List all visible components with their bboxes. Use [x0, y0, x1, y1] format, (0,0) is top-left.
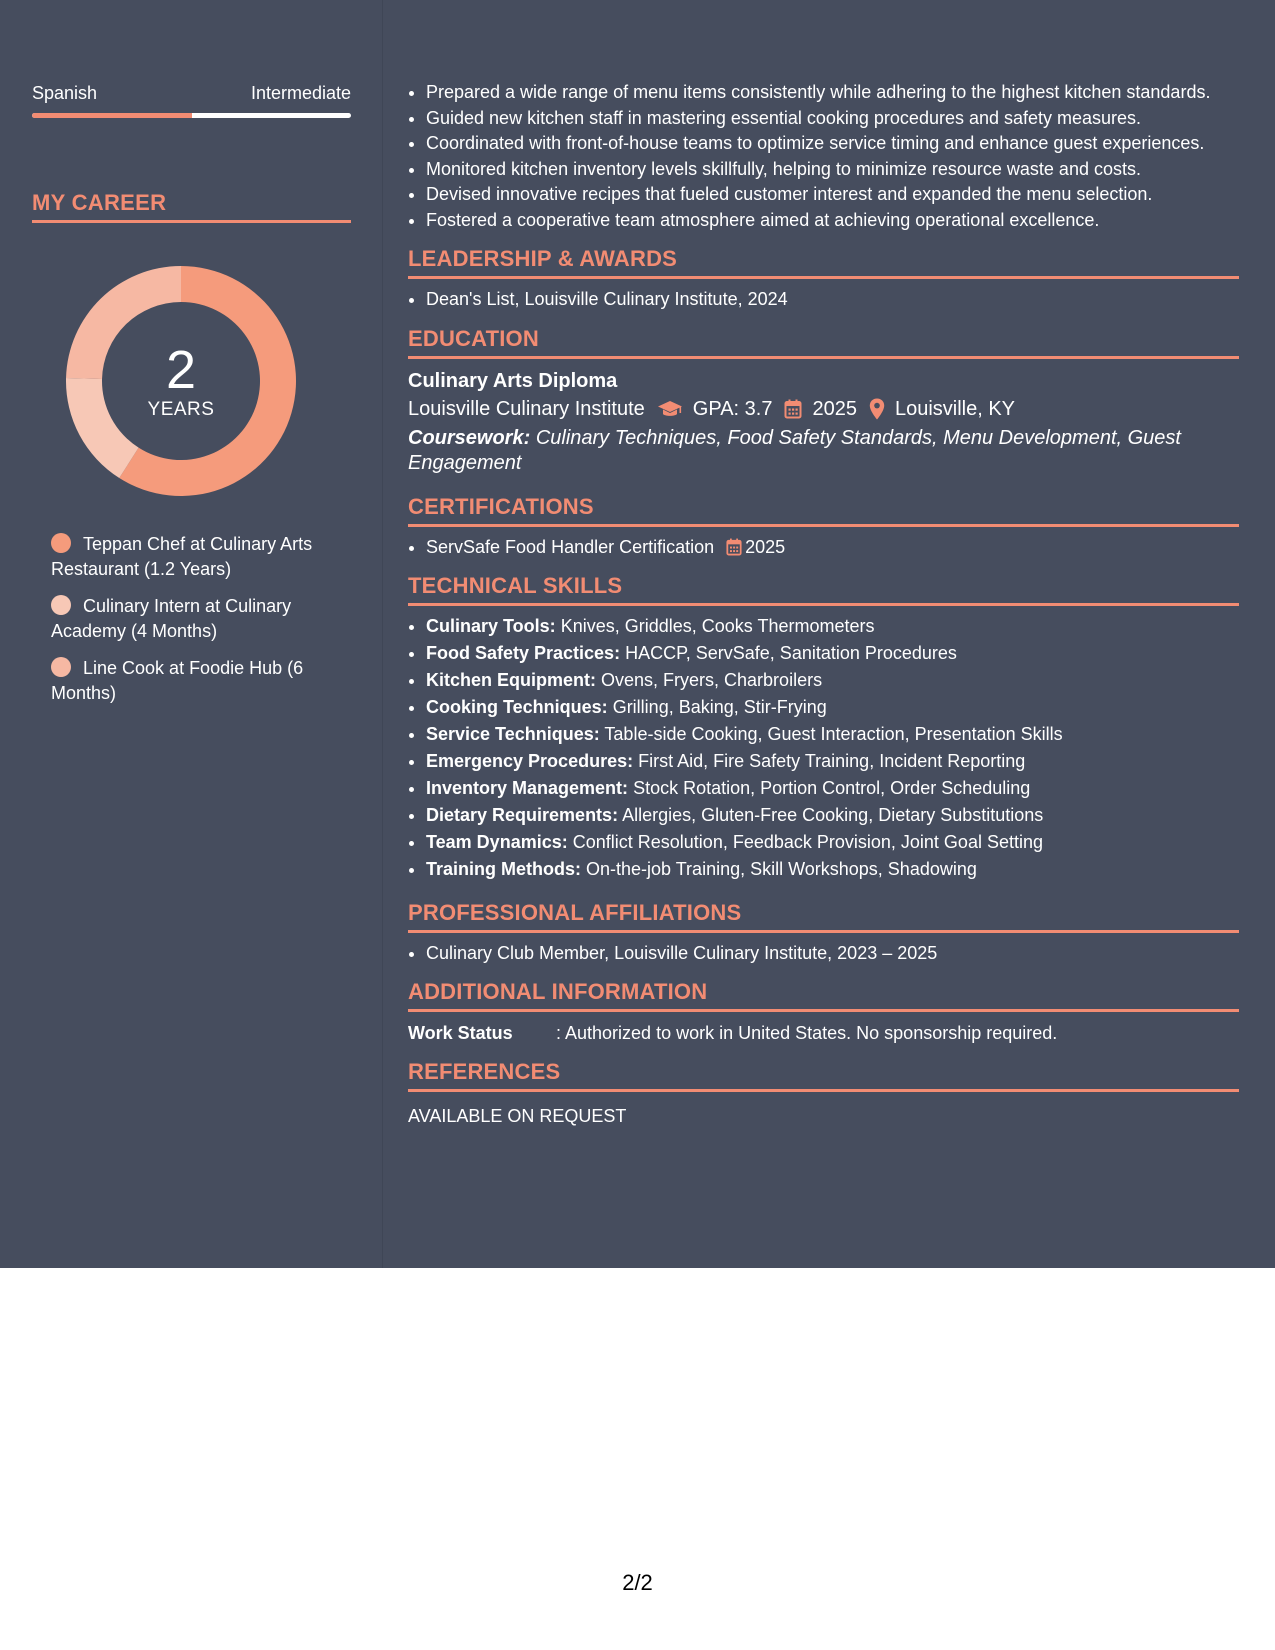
leadership-item: • Dean's List, Louisville Culinary Institute, 2024	[426, 287, 1239, 312]
coursework-list: Culinary Techniques, Food Safety Standards, Menu Development, Guest Engagement	[408, 426, 1181, 474]
donut-center	[66, 266, 296, 496]
column-divider	[382, 0, 383, 1268]
skill-label: Team Dynamics:	[426, 832, 568, 852]
skill-label: Cooking Techniques:	[426, 697, 608, 717]
career-section-title: MY CAREER	[32, 190, 351, 223]
language-row	[32, 80, 351, 106]
skill-item	[426, 749, 1239, 774]
experience-bullet: • Monitored kitchen inventory levels skillfully, helping to minimize resource waste and costs.	[426, 157, 1239, 182]
additional-section-title: ADDITIONAL INFORMATION	[408, 979, 1239, 1012]
skill-item	[426, 830, 1239, 855]
skill-value: Knives, Griddles, Cooks Thermometers	[560, 616, 875, 636]
coursework-label: Coursework:	[408, 426, 531, 449]
experience-bullet: • Devised innovative recipes that fueled customer interest and expanded the menu selection.	[426, 182, 1239, 207]
certification-name: • ServSafe Food Handler Certification	[426, 536, 715, 557]
skill-value: Grilling, Baking, Stir-Frying	[612, 697, 827, 717]
education-degree: Culinary Arts Diploma	[408, 369, 618, 392]
donut-years-number: 2	[165, 340, 197, 400]
career-donut-chart	[66, 266, 296, 496]
calendar-icon	[784, 399, 802, 419]
certification-row	[426, 535, 785, 560]
skill-item	[426, 722, 1239, 747]
skill-item	[426, 857, 1239, 882]
education-details	[408, 394, 1239, 424]
skill-value: Table-side Cooking, Guest Interaction, Presentation Skills	[604, 724, 1063, 744]
language-level: Intermediate	[250, 83, 351, 103]
career-legend-item	[51, 594, 341, 644]
work-status-label: Work Status	[408, 1023, 513, 1043]
education-gpa: GPA: 3.7	[692, 397, 773, 420]
language-proficiency-bar	[32, 113, 351, 118]
skill-value: On-the-job Training, Skill Workshops, Shadowing	[586, 859, 977, 879]
skill-label: Inventory Management:	[426, 778, 629, 798]
skill-item	[426, 803, 1239, 828]
career-legend-label: Teppan Chef at Culinary Arts Restaurant (1.2 Years)	[51, 534, 313, 579]
references-section-title: REFERENCES	[408, 1059, 1239, 1092]
certifications-list	[408, 535, 1239, 560]
legend-dot	[51, 533, 71, 553]
career-legend-item	[51, 532, 341, 582]
certifications-section-title: CERTIFICATIONS	[408, 494, 1239, 527]
skill-value: Ovens, Fryers, Charbroilers	[601, 670, 823, 690]
skill-label: Service Techniques:	[426, 724, 600, 744]
legend-dot	[51, 657, 71, 677]
career-legend	[51, 532, 341, 706]
references-text: AVAILABLE ON REQUEST	[408, 1106, 627, 1126]
skill-label: Kitchen Equipment:	[426, 670, 596, 690]
education-location: Louisville, KY	[894, 397, 1016, 420]
career-legend-label: Line Cook at Foodie Hub (6 Months)	[51, 658, 304, 703]
affiliations-section-title: PROFESSIONAL AFFILIATIONS	[408, 900, 1239, 933]
location-pin-icon	[869, 398, 885, 420]
experience-bullet: • Coordinated with front-of-house teams to optimize service timing and enhance guest experiences.	[426, 131, 1239, 156]
leadership-section-title: LEADERSHIP & AWARDS	[408, 246, 1239, 279]
skill-label: Food Safety Practices:	[426, 643, 621, 663]
education-coursework	[408, 426, 1239, 476]
education-year: 2025	[812, 397, 857, 420]
skill-label: Training Methods:	[426, 859, 581, 879]
leadership-list	[408, 287, 1239, 312]
skill-item	[426, 695, 1239, 720]
experience-bullet: • Prepared a wide range of menu items consistently while adhering to the highest kitchen standards.	[426, 80, 1239, 105]
career-legend-label: Culinary Intern at Culinary Academy (4 Months)	[51, 596, 292, 641]
work-status-value: : Authorized to work in United States. No sponsorship required.	[556, 1023, 1058, 1043]
affiliation-item: • Culinary Club Member, Louisville Culinary Institute, 2023 – 2025	[426, 941, 1239, 966]
skill-item	[426, 641, 1239, 666]
language-name: Spanish	[32, 83, 98, 103]
experience-bullets	[408, 80, 1239, 232]
certification-year: 2025	[745, 536, 786, 557]
skill-value: First Aid, Fire Safety Training, Incident Reporting	[638, 751, 1026, 771]
donut-years-unit: YEARS	[147, 399, 215, 420]
calendar-icon	[726, 538, 742, 556]
skill-value: HACCP, ServSafe, Sanitation Procedures	[625, 643, 957, 663]
skill-value: Stock Rotation, Portion Control, Order Scheduling	[633, 778, 1031, 798]
experience-bullet: • Fostered a cooperative team atmosphere aimed at achieving operational excellence.	[426, 208, 1239, 233]
work-status-row	[408, 1021, 1239, 1045]
skills-list	[408, 614, 1239, 882]
language-proficiency-fill	[32, 113, 192, 118]
skill-label: Dietary Requirements:	[426, 805, 619, 825]
skill-value: Allergies, Gluten-Free Cooking, Dietary Substitutions	[622, 805, 1044, 825]
skill-value: Conflict Resolution, Feedback Provision, Joint Goal Setting	[572, 832, 1043, 852]
page-number: 2/2	[622, 1570, 653, 1595]
education-section-title: EDUCATION	[408, 326, 1239, 359]
main-column	[408, 80, 1239, 1128]
skills-section-title: TECHNICAL SKILLS	[408, 573, 1239, 606]
sidebar	[32, 80, 351, 718]
skill-item	[426, 776, 1239, 801]
graduation-cap-icon	[657, 400, 683, 418]
skill-label: Emergency Procedures:	[426, 751, 634, 771]
certification-item	[426, 535, 1239, 560]
affiliations-list	[408, 941, 1239, 966]
skill-item	[426, 614, 1239, 639]
career-legend-item	[51, 656, 341, 706]
skill-item	[426, 668, 1239, 693]
experience-bullet: • Guided new kitchen staff in mastering essential cooking procedures and safety measures.	[426, 106, 1239, 131]
legend-dot	[51, 595, 71, 615]
education-school: Louisville Culinary Institute	[408, 397, 645, 420]
skill-label: Culinary Tools:	[426, 616, 556, 636]
